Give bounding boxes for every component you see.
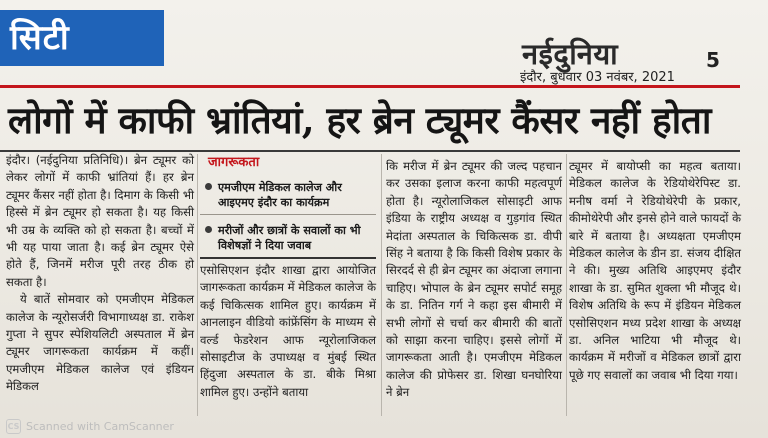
column-divider xyxy=(381,154,382,416)
highlights-label: जागरूकता xyxy=(208,155,260,170)
article-paragraph: एसोसिएशन इंदौर शाखा द्वारा आयोजित जागरूकता कार्यक्रम में मेडिकल कालेज के कई चिकित्सक शामिल हुए। कार्यक्रम में आनलाइन वीडियो कांफ्रेंसिंग के माध्यम से वर्ल्ड फेडरेशन आफ न्यूरोलाजिकल सोसाइटीज के उपाध्यक्ष व मुंबई स्थित हिंदुजा अस्पताल के डा. बीके मिश्रा शामिल हुए। उन्होंने बताया xyxy=(200,263,376,399)
article-paragraph: ट्यूमर में बायोप्सी का महत्व बताया। मेडिकल कालेज के रेडियोथेरेपिस्ट डा. मनीष वर्मा ने रेडियोथेरेपी के प्रकार, कीमोथेरेपी और इनसे होने वाले फायदों के बारे में बताया है। अध्यक्षता एमजीएम मेडिकल कालेज के डीन डा. संजय दीक्षित ने की। मुख्य अतिथि आइएमए इंदौर शाखा के डा. सुमित शुक्ला भी मौजूद थे। विशेष अतिथि के रूप में इंडियन मेडिकल एसोसिएशन मध्य प्रदेश शाखा के अध्यक्ष डा. अनिल भाटिया भी मौजूद थे। कार्यक्रम में मरीजों व मेडिकल छात्रों द्वारा पूछे गए सवालों का जवाब भी दिया गया। xyxy=(569,159,741,382)
scanner-watermark xyxy=(0,415,186,438)
headline: लोगों में काफी भ्रांतियां, हर ब्रेन ट्यूमर कैंसर नहीं होता xyxy=(8,98,711,142)
article-paragraph: कि मरीज में ब्रेन ट्यूमर की जल्द पहचान कर उसका इलाज करना काफी महत्वपूर्ण होता है। न्यूरोलाजिकल सोसाइटी आफ इंडिया के राष्ट्रीय अध्यक्ष व गुड़गांव स्थित मेदांता अस्पताल के चिकित्सक डा. वीपी सिंह ने बताया है कि किसी विशेष प्रकार के सिरदर्द से ही ब्रेन ट्यूमर का अंदाजा लगाना चाहिए। भोपाल के ब्रेन ट्यूमर सपोर्ट समूह के डा. नितिन गर्ग ने कहा इस बीमारी में सभी लोगों से चर्चा कर बीमारी की बातों को साझा करना चाहिए। इससे लोगों में जागरूकता आती है। एमजीएम मेडिकल कालेज की प्रोफेसर डा. शिखा घनघोरिया ने ब्रेन xyxy=(386,159,562,400)
column-divider xyxy=(566,154,567,416)
watermark-text: Scanned with CamScanner xyxy=(26,420,174,433)
article-paragraph: ये बातें सोमवार को एमजीएम मेडिकल कालेज के न्यूरोसर्जरी विभागाध्यक्ष डा. राकेश गुप्ता ने सुपर स्पेशियलिटी अस्पताल में ब्रेन ट्यूमर जागरूकता कार्यक्रम में कहीं। एमजीएम मेडिकल कालेज एवं इंडियन मेडिकल xyxy=(6,292,194,394)
article-paragraph: इंदौर। (नईदुनिया प्रतिनिधि)। ब्रेन ट्यूमर को लेकर लोगों में काफी भ्रांतियां हैं। हर ब्रेन ट्यूमर कैंसर नहीं होता है। दिमाग के किसी भी हिस्से में ब्रेन ट्यूमर हो सकता है। यह किसी भी उम्र के व्यक्ति को हो सकता है। बच्चों में भी यह पाया जाता है। कई ब्रेन ट्यूमर ऐसे होते हैं, जिनमें मरीज पूरी तरह ठीक हो सकता है। xyxy=(6,153,194,289)
camscanner-icon: CS xyxy=(6,419,21,434)
dateline: इंदौर, बुधवार 03 नवंबर, 2021 xyxy=(520,70,675,85)
highlight-text: मरीजों और छात्रों के सवालों का भी विशेषज्ञों ने दिया जवाब xyxy=(218,224,361,252)
bullet-icon xyxy=(205,226,212,233)
highlight-item xyxy=(200,217,376,259)
article-column-1 xyxy=(6,152,194,396)
highlight-item xyxy=(200,174,376,215)
bullet-icon xyxy=(205,183,212,190)
column-divider xyxy=(197,154,198,416)
highlight-text: एमजीएम मेडिकल कालेज और आइएमए इंदौर का कार्यक्रम xyxy=(218,181,342,209)
article-column-3 xyxy=(386,158,562,402)
article-column-2 xyxy=(200,262,376,401)
section-tag: सिटी xyxy=(0,10,164,66)
page-number: 5 xyxy=(706,48,720,72)
header-rule xyxy=(0,85,740,88)
article-column-4 xyxy=(569,158,741,384)
masthead: नईदुनिया xyxy=(522,37,619,71)
highlights-box xyxy=(200,154,376,258)
